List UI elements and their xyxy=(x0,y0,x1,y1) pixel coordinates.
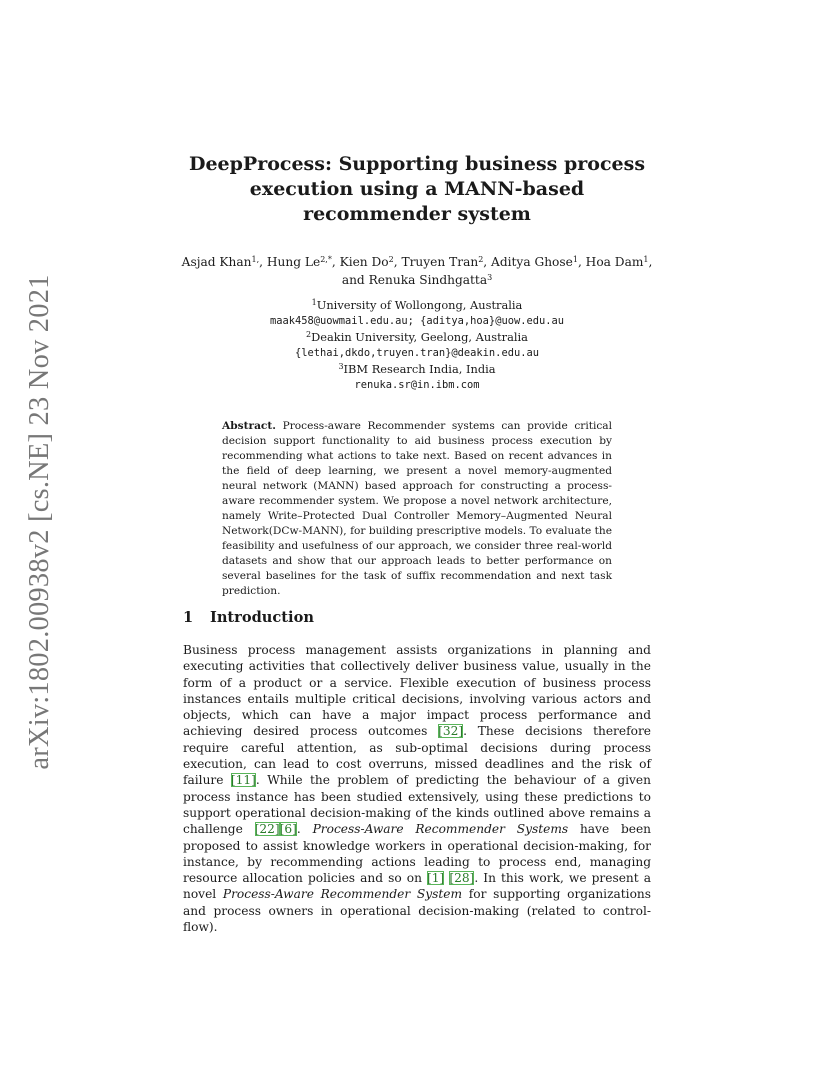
author: and Renuka Sindhgatta xyxy=(341,273,488,287)
abstract xyxy=(222,419,612,599)
affiliation-2-email: {lethai,dkdo,truyen.tran}@deakin.edu.au xyxy=(295,347,539,359)
author: , Hung Le xyxy=(259,255,321,269)
author: Asjad Khan xyxy=(181,255,252,269)
citation-link[interactable]: [11] xyxy=(230,773,256,788)
author-sup: 2 xyxy=(388,255,394,264)
section-number: 1 xyxy=(183,609,194,626)
author: , Truyen Tran xyxy=(393,255,479,269)
author: , Kien Do xyxy=(331,255,389,269)
citation-link[interactable]: [22] xyxy=(254,822,280,837)
affiliations xyxy=(180,297,654,393)
author-sup: 2 xyxy=(478,255,484,264)
arxiv-stamp-text: arXiv:1802.00938v2 [cs.NE] 23 Nov 2021 xyxy=(24,274,55,770)
emphasis: Process-Aware Recommender System xyxy=(222,887,463,902)
citation-link[interactable]: [1] xyxy=(427,871,445,886)
arxiv-stamp xyxy=(20,274,60,770)
author-sup: 1 xyxy=(643,255,649,264)
author: , Hoa Dam xyxy=(577,255,644,269)
citation-link[interactable]: [32] xyxy=(438,724,464,739)
author: , Aditya Ghose xyxy=(483,255,573,269)
affiliation-3: $^3$IBM Research India, India xyxy=(338,362,496,376)
affiliation-1: $^1$University of Wollongong, Australia xyxy=(311,298,523,312)
citation-link[interactable]: [6] xyxy=(279,822,297,837)
author-separator: , xyxy=(648,255,653,269)
paper-title: DeepProcess: Supporting business process execution using a MANN-based recommender system xyxy=(188,153,646,225)
author-list xyxy=(170,253,664,289)
abstract-label: Abstract. xyxy=(222,420,276,432)
section-title: Introduction xyxy=(210,609,314,626)
abstract-text: Process-aware Recommender systems can provide critical decision support functionality to aid business process execution by recommending what actions to take next. Based on recent advances in the field of deep learning, we present a novel memory-augmented neural network (MANN) based approach for constructing a process-aware recommender system. We propose a novel network architecture, namely Write–Protected Dual Controller Memory–Augmented Neural Network(DCw-MANN), for building prescriptive models. To evaluate the feasibility and usefulness of our approach, we consider three real-world datasets and show that our approach leads to better performance on several baselines for the task of suffix recommendation and next task prediction. xyxy=(222,420,612,597)
section-heading xyxy=(183,609,314,626)
author-sup: 3 xyxy=(487,273,493,282)
affiliation-3-email: renuka.sr@in.ibm.com xyxy=(354,379,480,391)
author-sup: 1 xyxy=(572,255,578,264)
emphasis: Process-Aware Recommender Systems xyxy=(312,822,569,837)
introduction-paragraph: Business process management assists organizations in planning and executing activities that collectively deliver business value, usually in the form of a product or a service. Flexible execution of business process instances entails multiple critical decisions, involving various actors and objects, which can have a major impact process performance and achieving desired process outcomes [32]. These decisions therefore require careful attention, as sub-optimal decisions during process execution, can lead to cost overruns, missed deadlines and the risk of failure [11]. While the problem of predicting the behaviour of a given process instance has been studied extensively, using these predictions to support operational decision-making of the kinds outlined above remains a challenge [22][6]. Process-Aware Recommender Systems have been proposed to assist knowledge workers in operational decision-making, for instance, by recommending actions leading to process end, managing resource allocation policies and so on [1] [28]. In this work, we present a novel Process-Aware Recommender System for supporting organizations and process owners in operational decision-making (related to control-flow). xyxy=(183,643,652,935)
author-sup: 1, xyxy=(251,255,260,264)
citation-link[interactable]: [28] xyxy=(449,871,475,886)
affiliation-2: $^2$Deakin University, Geelong, Australia xyxy=(306,330,528,344)
affiliation-1-email: maak458@uowmail.edu.au; {aditya,hoa}@uow.edu.au xyxy=(269,315,565,327)
author-sup: 2,* xyxy=(320,255,332,264)
